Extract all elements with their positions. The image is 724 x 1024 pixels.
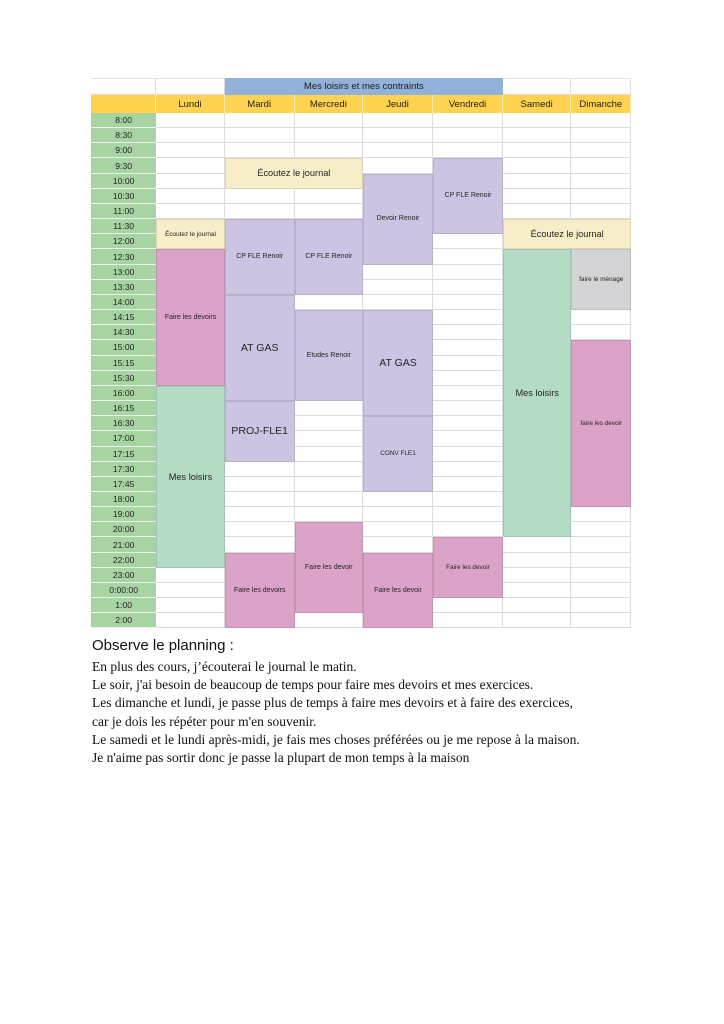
- time-cell: 11:30: [91, 219, 156, 234]
- grid-cell: [503, 537, 571, 552]
- grid-cell: [295, 295, 363, 310]
- grid-cell: [433, 340, 503, 355]
- schedule-block: AT GAS: [225, 295, 295, 401]
- time-cell: 14:15: [91, 310, 156, 325]
- grid-cell: [571, 310, 631, 325]
- note-line-1: En plus des cours, j’écouterai le journal le matin.: [92, 659, 357, 674]
- grid-cell: [571, 128, 631, 143]
- time-cell: 11:00: [91, 204, 156, 219]
- grid-cell: [571, 613, 631, 628]
- header-spacer-cell: [571, 78, 631, 95]
- grid-cell: [225, 507, 295, 522]
- schedule-block: CONV FLE1: [363, 416, 433, 492]
- day-header-Dimanche: Dimanche: [571, 95, 631, 113]
- time-cell: 1:00: [91, 598, 156, 613]
- header-spacer-cell: [503, 78, 571, 95]
- grid-cell: [571, 537, 631, 552]
- weekly-planner-table: [91, 78, 632, 629]
- grid-cell: [363, 280, 433, 295]
- time-cell: 16:15: [91, 401, 156, 416]
- time-cell: 17:30: [91, 462, 156, 477]
- grid-cell: [433, 477, 503, 492]
- day-header-Samedi: Samedi: [503, 95, 571, 113]
- grid-cell: [433, 386, 503, 401]
- time-cell: 12:00: [91, 234, 156, 249]
- schedule-block: Faire les devoir: [295, 522, 363, 613]
- grid-cell: [295, 507, 363, 522]
- grid-cell: [571, 553, 631, 568]
- time-cell: 17:00: [91, 431, 156, 446]
- schedule-block: AT GAS: [363, 310, 433, 416]
- grid-cell: [433, 280, 503, 295]
- grid-cell: [156, 189, 224, 204]
- header-spacer-cell: [91, 78, 156, 95]
- grid-cell: [295, 113, 363, 128]
- grid-cell: [156, 174, 224, 189]
- grid-cell: [156, 113, 224, 128]
- grid-cell: [295, 447, 363, 462]
- grid-cell: [433, 371, 503, 386]
- note-line-5: Le samedi et le lundi après-midi, je fais mes choses préférées ou je me repose à la maison.: [92, 731, 580, 747]
- grid-cell: [295, 613, 363, 628]
- grid-cell: [433, 249, 503, 264]
- schedule-block: Faire les devoirs: [225, 553, 295, 629]
- time-cell: 19:00: [91, 507, 156, 522]
- time-cell: 18:00: [91, 492, 156, 507]
- schedule-block: Mes loisirs: [503, 249, 571, 537]
- grid-cell: [503, 568, 571, 583]
- grid-cell: [363, 113, 433, 128]
- time-cell: 9:00: [91, 143, 156, 158]
- time-cell: 15:15: [91, 356, 156, 371]
- schedule-block: CP FLE Renoir: [433, 158, 503, 234]
- grid-cell: [363, 143, 433, 158]
- grid-cell: [571, 143, 631, 158]
- grid-cell: [433, 431, 503, 446]
- grid-cell: [571, 568, 631, 583]
- time-cell: 13:00: [91, 265, 156, 280]
- grid-cell: [433, 113, 503, 128]
- grid-cell: [363, 537, 433, 552]
- time-cell: 10:00: [91, 174, 156, 189]
- grid-cell: [571, 174, 631, 189]
- time-cell: 15:30: [91, 371, 156, 386]
- grid-cell: [433, 507, 503, 522]
- note-line-3: Les dimanche et lundi, je passe plus de temps à faire mes devoirs et à faire des exercices,: [92, 695, 573, 711]
- time-cell: 10:30: [91, 189, 156, 204]
- schedule-block: Mes loisirs: [156, 386, 224, 568]
- grid-cell: [433, 447, 503, 462]
- grid-cell: [433, 310, 503, 325]
- schedule-block: faire les devoir: [571, 340, 631, 507]
- grid-cell: [363, 522, 433, 537]
- day-header-Mercredi: Mercredi: [295, 95, 363, 113]
- schedule-block: Devoir Renoir: [363, 174, 433, 265]
- grid-cell: [295, 492, 363, 507]
- grid-cell: [156, 583, 224, 598]
- grid-cell: [433, 492, 503, 507]
- time-cell: 17:45: [91, 477, 156, 492]
- time-cell: 13:30: [91, 280, 156, 295]
- grid-cell: [503, 583, 571, 598]
- time-cell: 9:30: [91, 158, 156, 173]
- grid-cell: [503, 189, 571, 204]
- grid-cell: [363, 265, 433, 280]
- grid-cell: [571, 507, 631, 522]
- grid-cell: [295, 416, 363, 431]
- grid-cell: [225, 143, 295, 158]
- grid-cell: [295, 189, 363, 204]
- schedule-block: Écoutez le journal: [503, 219, 631, 249]
- grid-cell: [503, 113, 571, 128]
- grid-cell: [225, 113, 295, 128]
- grid-cell: [571, 113, 631, 128]
- grid-cell: [433, 401, 503, 416]
- day-header-Jeudi: Jeudi: [363, 95, 433, 113]
- header-spacer-cell: [156, 78, 224, 95]
- notes-section: [92, 636, 637, 767]
- time-cell: 8:30: [91, 128, 156, 143]
- day-header-Lundi: Lundi: [156, 95, 224, 113]
- grid-cell: [503, 553, 571, 568]
- grid-cell: [225, 492, 295, 507]
- table-banner: Mes loisirs et mes contraints: [225, 78, 503, 95]
- note-line-2: Le soir, j'ai besoin de beaucoup de temps pour faire mes devoirs et mes exercices.: [92, 677, 534, 693]
- grid-cell: [433, 613, 503, 628]
- time-cell: 0:00:00: [91, 583, 156, 598]
- grid-cell: [571, 158, 631, 173]
- grid-cell: [503, 174, 571, 189]
- grid-cell: [295, 477, 363, 492]
- time-cell: 14:30: [91, 325, 156, 340]
- time-cell: 22:00: [91, 553, 156, 568]
- grid-cell: [433, 522, 503, 537]
- time-cell: 2:00: [91, 613, 156, 628]
- grid-cell: [295, 462, 363, 477]
- time-cell: 20:00: [91, 522, 156, 537]
- grid-cell: [295, 128, 363, 143]
- grid-cell: [433, 295, 503, 310]
- schedule-block: Écoutez le journal: [225, 158, 363, 188]
- grid-cell: [156, 568, 224, 583]
- grid-cell: [503, 158, 571, 173]
- schedule-block: Faire les devoir: [433, 537, 503, 598]
- schedule-block: Etudes Renoir: [295, 310, 363, 401]
- schedule-block: Écoutez le journal: [156, 219, 224, 249]
- schedule-block: Faire les devoir: [363, 553, 433, 629]
- time-cell: 14:00: [91, 295, 156, 310]
- time-cell: 8:00: [91, 113, 156, 128]
- time-cell: 15:00: [91, 340, 156, 355]
- grid-cell: [156, 598, 224, 613]
- grid-cell: [295, 204, 363, 219]
- grid-cell: [225, 189, 295, 204]
- grid-cell: [433, 265, 503, 280]
- day-header-time: [91, 95, 156, 113]
- grid-cell: [156, 143, 224, 158]
- grid-cell: [295, 401, 363, 416]
- time-cell: 16:30: [91, 416, 156, 431]
- grid-cell: [225, 204, 295, 219]
- time-cell: 12:30: [91, 249, 156, 264]
- grid-cell: [156, 158, 224, 173]
- grid-cell: [503, 204, 571, 219]
- grid-cell: [225, 128, 295, 143]
- day-header-Vendredi: Vendredi: [433, 95, 503, 113]
- grid-cell: [156, 613, 224, 628]
- grid-cell: [156, 128, 224, 143]
- time-cell: 23:00: [91, 568, 156, 583]
- grid-cell: [503, 613, 571, 628]
- grid-cell: [295, 431, 363, 446]
- grid-cell: [503, 143, 571, 158]
- grid-cell: [225, 522, 295, 537]
- grid-cell: [503, 128, 571, 143]
- schedule-block: Faire les devoirs: [156, 249, 224, 385]
- grid-cell: [571, 583, 631, 598]
- grid-cell: [225, 462, 295, 477]
- schedule-block: PROJ-FLE1: [225, 401, 295, 462]
- time-cell: 17:15: [91, 447, 156, 462]
- grid-cell: [363, 492, 433, 507]
- grid-cell: [433, 143, 503, 158]
- grid-cell: [433, 462, 503, 477]
- schedule-block: faire le ménage: [571, 249, 631, 310]
- grid-cell: [571, 325, 631, 340]
- grid-cell: [433, 128, 503, 143]
- grid-cell: [433, 416, 503, 431]
- time-cell: 21:00: [91, 537, 156, 552]
- schedule-block: CP FLE Renoir: [225, 219, 295, 295]
- grid-cell: [571, 598, 631, 613]
- note-line-4: car je dois les répéter pour m'en souvenir.: [92, 713, 317, 729]
- grid-cell: [295, 143, 363, 158]
- grid-cell: [156, 204, 224, 219]
- grid-cell: [571, 189, 631, 204]
- grid-cell: [363, 507, 433, 522]
- grid-cell: [571, 204, 631, 219]
- note-line-6: Je n'aime pas sortir donc je passe la plupart de mon temps à la maison: [92, 750, 470, 766]
- day-header-Mardi: Mardi: [225, 95, 295, 113]
- grid-cell: [363, 158, 433, 173]
- grid-cell: [433, 234, 503, 249]
- grid-cell: [225, 537, 295, 552]
- schedule-block: CP FLE Renoir: [295, 219, 363, 295]
- grid-cell: [433, 598, 503, 613]
- grid-cell: [363, 128, 433, 143]
- grid-cell: [433, 325, 503, 340]
- grid-cell: [433, 356, 503, 371]
- grid-cell: [571, 522, 631, 537]
- grid-cell: [363, 295, 433, 310]
- notes-heading: Observe le planning :: [92, 637, 234, 654]
- grid-cell: [503, 598, 571, 613]
- time-cell: 16:00: [91, 386, 156, 401]
- grid-cell: [225, 477, 295, 492]
